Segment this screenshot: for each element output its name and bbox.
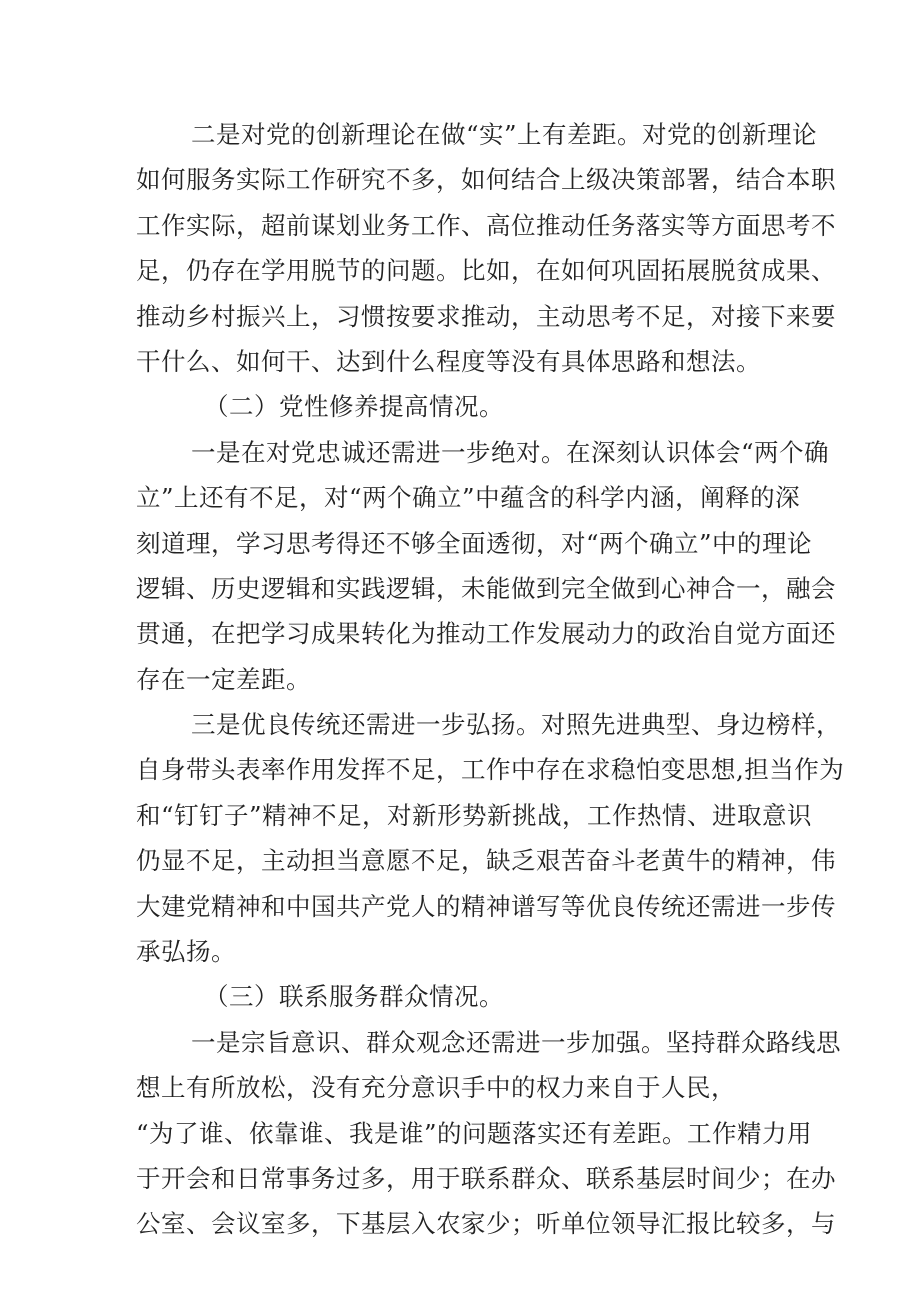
text-line: 想上有所放松，没有充分意识手中的权力来自于人民， <box>136 1073 736 1103</box>
text-line: 三是优良传统还需进一步弘扬。对照先进典型、身边榜样， <box>191 710 841 740</box>
text-line: 工作实际，超前谋划业务工作、高位推动任务落实等方面思考不 <box>136 210 836 240</box>
text-line: 足，仍存在学用脱节的问题。比如，在如何巩固拓展脱贫成果、 <box>136 256 836 286</box>
text-line: 贯通，在把学习成果转化为推动工作发展动力的政治自觉方面还 <box>136 619 836 649</box>
text-line: 干什么、如何干、达到什么程度等没有具体思路和想法。 <box>136 346 761 376</box>
document-body <box>136 112 845 1247</box>
text-line: 推动乡村振兴上，习惯按要求推动，主动思考不足，对接下来要 <box>136 301 836 331</box>
text-line: 立”上还有不足，对“两个确立”中蕴含的科学内涵，阐释的深 <box>136 483 801 513</box>
text-line: 刻道理，学习思考得还不够全面透彻，对“两个确立”中的理论 <box>136 528 813 558</box>
text-line: 公室、会议室多，下基层入农家少；听单位领导汇报比较多，与 <box>136 1209 836 1239</box>
text-line: 如何服务实际工作研究不多，如何结合上级决策部署，结合本职 <box>136 165 836 195</box>
text-line: 一是在对党忠诚还需进一步绝对。在深刻认识体会“两个确 <box>191 437 830 467</box>
text-line: 大建党精神和中国共产党人的精神谱写等优良传统还需进一步传 <box>136 891 836 921</box>
text-line: 二是对党的创新理论在做“实”上有差距。对党的创新理论 <box>191 120 818 149</box>
section-heading: （三）联系服务群众情况。 <box>204 982 504 1012</box>
text-line: 和“钉钉子”精神不足，对新形势新挑战，工作热情、进取意识 <box>136 800 813 830</box>
section-heading: （二）党性修养提高情况。 <box>204 392 504 422</box>
text-line: 一是宗旨意识、群众观念还需进一步加强。坚持群众路线思 <box>191 1027 841 1057</box>
text-line: 承弘扬。 <box>136 937 236 967</box>
text-line: 存在一定差距。 <box>136 664 311 694</box>
text-line: 仍显不足，主动担当意愿不足，缺乏艰苦奋斗老黄牛的精神，伟 <box>136 846 836 876</box>
text-line: 自身带头表率作用发挥不足，工作中存在求稳怕变思想,担当作为 <box>136 755 845 785</box>
text-line: 逻辑、历史逻辑和实践逻辑，未能做到完全做到心神合一，融会 <box>136 573 836 603</box>
text-line: “为了谁、依靠谁、我是谁”的问题落实还有差距。工作精力用 <box>136 1118 813 1148</box>
text-line: 于开会和日常事务过多，用于联系群众、联系基层时间少；在办 <box>136 1163 836 1193</box>
